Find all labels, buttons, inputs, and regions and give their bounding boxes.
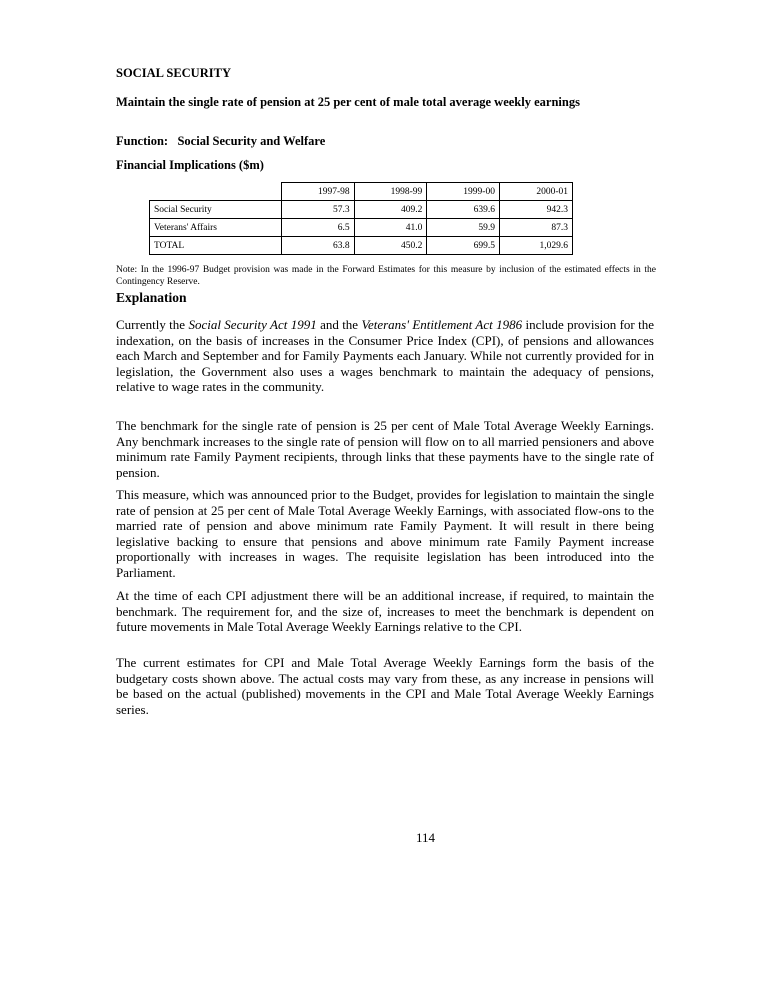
table-corner-cell xyxy=(150,183,282,201)
explanation-heading: Explanation xyxy=(116,290,187,305)
table-cell: 41.0 xyxy=(354,219,427,237)
year-header: 1998-99 xyxy=(354,183,427,201)
table-cell: 87.3 xyxy=(499,219,572,237)
explanation-paragraph-5: The current estimates for CPI and Male Total Average Weekly Earnings form the basis of the budgetary costs shown above. The actual costs may vary from these, as any increase in pensions will be based on the actual (published) movements in the CPI and Male Total Average Weekly Earnings series. xyxy=(116,655,654,717)
financial-table xyxy=(149,182,573,255)
table-cell: 699.5 xyxy=(427,237,500,255)
table-header-row xyxy=(150,183,573,201)
page-number: 114 xyxy=(416,830,436,845)
table-cell: 63.8 xyxy=(282,237,355,255)
table-cell: 59.9 xyxy=(427,219,500,237)
text-run: and the xyxy=(316,317,362,332)
measure-title: Maintain the single rate of pension at 25 per cent of male total average weekly earnings xyxy=(116,95,580,109)
table-cell: 450.2 xyxy=(354,237,427,255)
row-label: Social Security xyxy=(150,201,282,219)
table-note: Note: In the 1996-97 Budget provision was made in the Forward Estimates for this measure by inclusion of the estimated effects in the Contingency Reserve. xyxy=(116,265,656,287)
row-label: Veterans' Affairs xyxy=(150,219,282,237)
explanation-paragraph-1 xyxy=(116,317,654,395)
explanation-paragraph-2: The benchmark for the single rate of pension is 25 per cent of Male Total Average Weekly Earnings. Any benchmark increases to the single rate of pension will flow on to all married pensioners and above minimum rate Family Payment recipients, through links that these payments have to the single rate of pension. xyxy=(116,418,654,480)
act-name: Social Security Act 1991 xyxy=(188,317,317,332)
text-run: Currently the xyxy=(116,317,189,332)
table-cell: 409.2 xyxy=(354,201,427,219)
year-header: 1997-98 xyxy=(282,183,355,201)
text-run: include provision for the indexation, on the basis of increases in the Consumer Price Index (CPI), of pensions and allowances each March and September and for Family Payments each January. While not currently provided for in legislation, the Government also uses a wages benchmark to maintain the adequacy of pensions, relative to wage rates in the community. xyxy=(116,317,654,394)
act-name: Veterans' Entitlement Act 1986 xyxy=(361,317,523,332)
table-cell: 6.5 xyxy=(282,219,355,237)
table-cell: 639.6 xyxy=(427,201,500,219)
table-row xyxy=(150,201,573,219)
table-cell: 1,029.6 xyxy=(499,237,572,255)
table-cell: 57.3 xyxy=(282,201,355,219)
explanation-paragraph-4: At the time of each CPI adjustment there will be an additional increase, if required, to maintain the benchmark. The requirement for, and the size of, increases to meet the benchmark is dependent on future movements in Male Total Average Weekly Earnings relative to the CPI. xyxy=(116,588,654,634)
year-header: 1999-00 xyxy=(427,183,500,201)
function-label: Function: xyxy=(116,134,169,148)
explanation-paragraph-3: This measure, which was announced prior to the Budget, provides for legislation to maintain the single rate of pension at 25 per cent of Male Total Average Weekly Earnings, with associated flow-ons to the married rate of pension and above minimum rate Family Payment. It will result in there being legislative backing to ensure that pensions and above minimum rate Family Payment increase proportionally with increases in wages. The requisite legislation has been introduced into the Parliament. xyxy=(116,487,654,580)
function-line xyxy=(116,134,325,149)
table-cell: 942.3 xyxy=(499,201,572,219)
section-heading: SOCIAL SECURITY xyxy=(116,66,231,80)
table-total-row xyxy=(150,237,573,255)
financial-implications-title: Financial Implications ($m) xyxy=(116,158,264,172)
function-value: Social Security and Welfare xyxy=(177,134,326,148)
row-label: TOTAL xyxy=(150,237,282,255)
year-header: 2000-01 xyxy=(499,183,572,201)
table-row xyxy=(150,219,573,237)
